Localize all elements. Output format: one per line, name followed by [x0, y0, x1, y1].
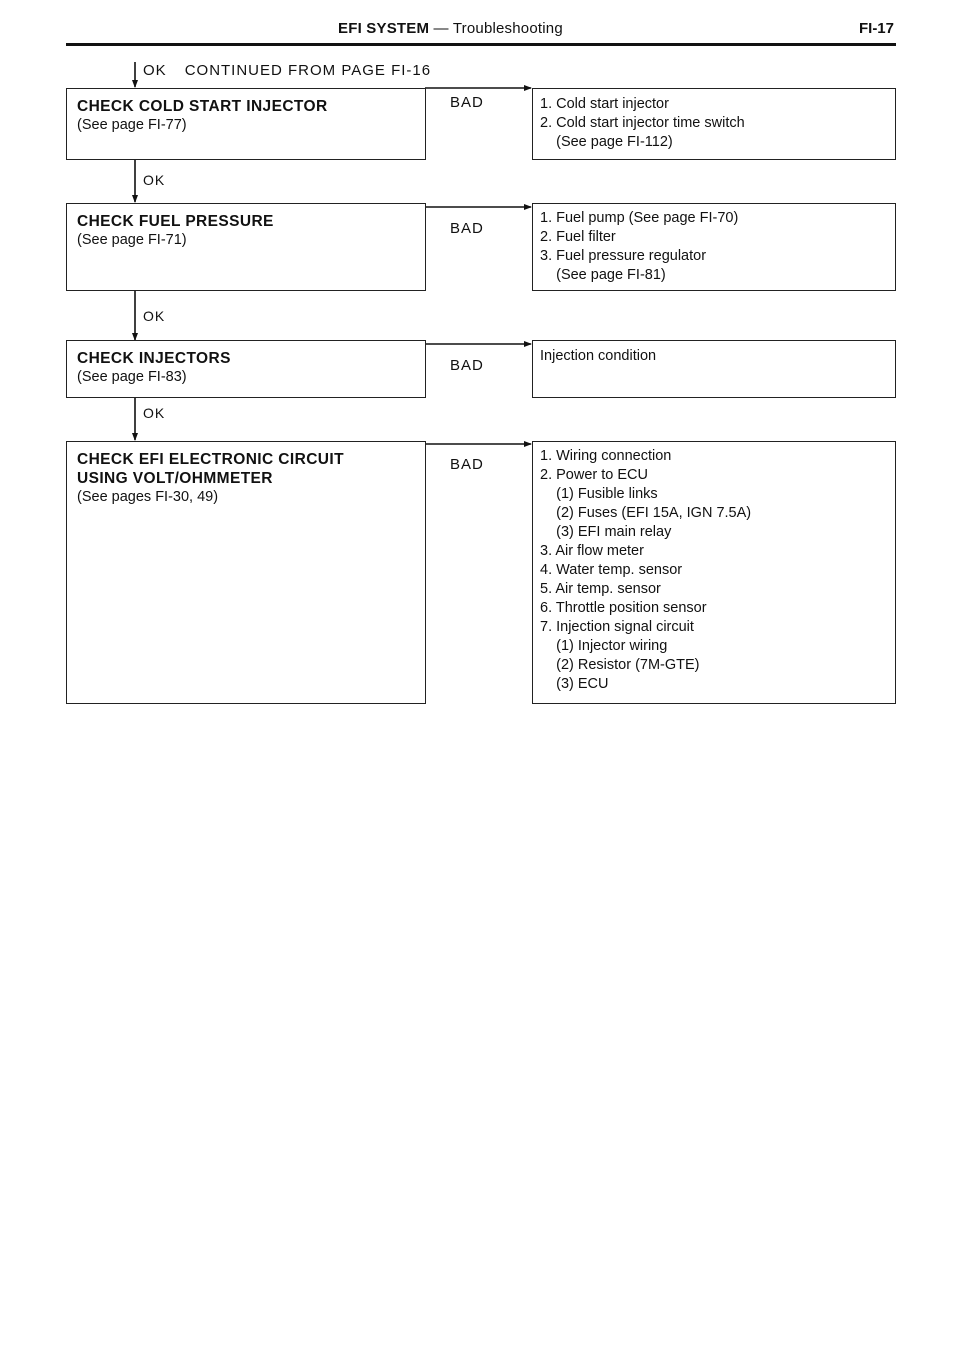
step-box-fuel-pressure	[66, 203, 426, 291]
bad-label-2: BAD	[450, 220, 484, 237]
ok-label-3: OK	[143, 405, 166, 421]
result-line: 1. Wiring connection	[540, 448, 672, 464]
step-box-efi-electronic-circuit	[66, 441, 426, 704]
result-line: (2) Resistor (7M-GTE)	[540, 657, 700, 673]
bad-label-1: BAD	[450, 94, 484, 111]
result-line: 3. Air flow meter	[540, 543, 644, 559]
step-title: USING VOLT/OHMMETER	[77, 470, 273, 487]
result-line: (3) EFI main relay	[540, 524, 672, 540]
ok-label-1: OK	[143, 172, 166, 188]
bad-label-4: BAD	[450, 456, 484, 473]
result-box-2	[532, 203, 896, 291]
result-line: 4. Water temp. sensor	[540, 562, 683, 578]
step-box-cold-start-injector	[66, 88, 426, 160]
result-line: 6. Throttle position sensor	[540, 600, 707, 616]
page-number: FI-17	[858, 20, 894, 37]
step-reference: (See page FI-71)	[77, 232, 187, 248]
header-section: Troubleshooting	[452, 20, 563, 37]
step-title: CHECK FUEL PRESSURE	[77, 213, 274, 230]
continued-label	[143, 62, 431, 79]
bad-label-3: BAD	[450, 357, 484, 374]
ok-label-2: OK	[143, 308, 166, 324]
result-line: Injection condition	[540, 348, 657, 364]
step-reference: (See pages FI-30, 49)	[77, 489, 219, 505]
result-line: 2. Fuel filter	[540, 229, 616, 245]
result-box-4	[532, 441, 896, 704]
header-system: EFI SYSTEM	[338, 20, 430, 37]
continued-ok: OK	[143, 62, 167, 79]
result-line: (2) Fuses (EFI 15A, IGN 7.5A)	[540, 505, 752, 521]
step-box-injectors	[66, 340, 426, 398]
step-title: CHECK EFI ELECTRONIC CIRCUIT	[77, 451, 344, 468]
result-line: 2. Power to ECU	[540, 467, 648, 483]
result-line: 2. Cold start injector time switch	[540, 115, 745, 131]
result-line: 3. Fuel pressure regulator	[540, 248, 707, 264]
step-title: CHECK INJECTORS	[77, 350, 231, 367]
step-reference: (See page FI-83)	[77, 369, 187, 385]
header-dash: —	[429, 20, 453, 37]
step-title: CHECK COLD START INJECTOR	[77, 98, 328, 115]
result-box-3	[532, 340, 896, 398]
continued-text: CONTINUED FROM PAGE FI-16	[184, 62, 432, 79]
result-line: 1. Fuel pump (See page FI-70)	[540, 210, 739, 226]
result-line: 5. Air temp. sensor	[540, 581, 661, 597]
result-line: (See page FI-112)	[540, 134, 673, 150]
result-line: 7. Injection signal circuit	[540, 619, 694, 635]
result-line: (1) Fusible links	[540, 486, 658, 502]
result-box-1	[532, 88, 896, 160]
result-line: 1. Cold start injector	[540, 96, 669, 112]
result-line: (1) Injector wiring	[540, 638, 668, 654]
result-line: (3) ECU	[540, 676, 609, 692]
result-line: (See page FI-81)	[540, 267, 666, 283]
step-reference: (See page FI-77)	[77, 117, 187, 133]
